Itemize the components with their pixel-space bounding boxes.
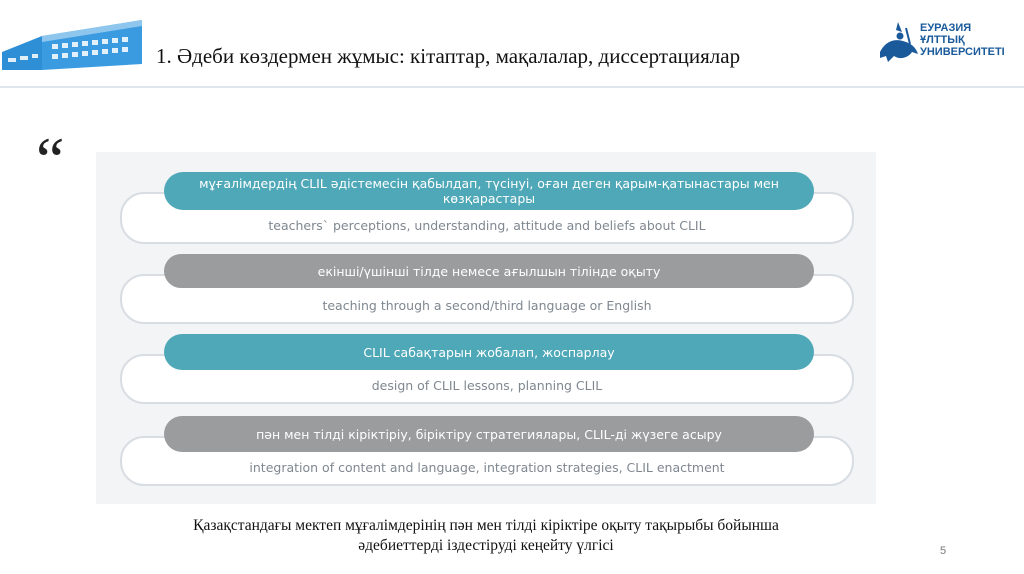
horseman-emblem-icon — [876, 18, 920, 70]
row-label-kk: мұғалімдердің CLIL әдістемесін қабылдап, түсінуі, оған деген қарым-қатынастары мен көзқарастары — [164, 172, 814, 210]
page-title: 1. Әдеби көздермен жұмыс: кітаптар, мақалалар, диссертациялар — [156, 44, 741, 68]
caption-line-1: Қазақстандағы мектеп мұғалімдерінің пән мен тілді кіріктіре оқыту тақырыбы бойынша — [193, 517, 779, 534]
page-number: 5 — [940, 545, 947, 557]
diagram-row-4 — [120, 416, 856, 486]
quote-mark: “ — [36, 124, 65, 195]
diagram-row-1 — [120, 172, 856, 244]
row-label-en: integration of content and language, integration strategies, CLIL enactment — [249, 460, 725, 475]
header — [0, 0, 1024, 86]
row-label-en: design of CLIL lessons, planning CLIL — [371, 378, 603, 393]
logo-line-2: ҰЛТТЫҚ — [920, 34, 965, 46]
building-logo-icon — [2, 14, 148, 72]
row-label-en: teachers` perceptions, understanding, attitude and beliefs about CLIL — [268, 218, 706, 233]
literature-search-diagram — [96, 152, 876, 504]
university-logo-text — [920, 22, 1005, 58]
row-label-kk: екінші/үшінші тілде немесе ағылшын тілінде оқыту — [164, 254, 814, 288]
row-label-kk: пән мен тілді кіріктіріу, біріктіру стратегиялары, CLIL-ді жүзеге асыру — [164, 416, 814, 452]
diagram-row-3 — [120, 334, 856, 404]
caption-line-2: әдебиеттерді іздестіруді кеңейту үлгісі — [358, 537, 614, 554]
logo-line-1: ЕУРАЗИЯ — [920, 22, 972, 34]
row-label-en: teaching through a second/third language or English — [322, 298, 652, 313]
logo-line-3: УНИВЕРСИТЕТІ — [920, 46, 1005, 58]
university-logo — [876, 18, 1010, 70]
row-label-kk: CLIL сабақтарын жобалап, жоспарлау — [164, 334, 814, 370]
diagram-row-2 — [120, 254, 856, 324]
header-divider — [0, 86, 1024, 88]
figure-caption — [96, 516, 876, 556]
